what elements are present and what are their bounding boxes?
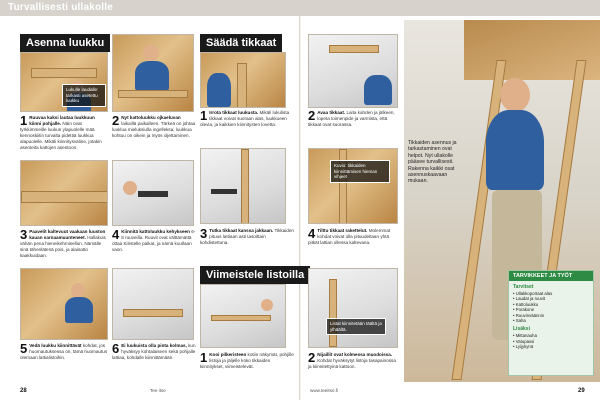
page-number-left: 28	[20, 388, 27, 394]
info-item: • Kattoluukku	[513, 302, 589, 307]
info-item: • Mittanauha	[513, 333, 589, 338]
info-list-2	[513, 333, 589, 349]
step-mid-3: 3 Tutka tikkaat kanssa jakkaan. Tikkaiden pituus lattiaan asti tasoittain kohdistettuna.	[200, 226, 294, 245]
footer-left-text: Tee itse	[150, 388, 166, 393]
info-item: • Laudat ja ruuvit	[513, 296, 589, 301]
photo-trim-1	[200, 284, 286, 348]
header-bar	[0, 0, 600, 16]
step-mid-2: 2 Avaa tikkaat. Laita kahden ja jälkeen, lopeta toimenpide ja varmista, että tikkaat ovat suorassa.	[308, 108, 395, 127]
info-item: • Lyijykynä	[513, 344, 589, 349]
info-list-1	[513, 291, 589, 323]
info-box-sub2: Lisäksi	[513, 326, 530, 333]
step-left-1: 1 Ruuvaa kaksi lautaa luukkuun kiinni pohjalle. Näin ovat tyrkkimmeille luukun ylapuolelle mää kennoskiitin turvalta pidettiä luukkua alapuolelle. Mikäli kiinnitysväline, jotakin asenteita kattojen asentoon.	[20, 113, 102, 150]
caption-1: Lukulle laudalle: tarkasti asetettu luukku	[62, 84, 106, 107]
footer-left	[20, 388, 27, 398]
photo-step-4-left	[112, 160, 194, 226]
info-box	[508, 270, 594, 376]
section-title-viimeistele: Viimeistele listoilla	[200, 266, 310, 284]
section-title-saada: Säädä tikkaat	[200, 34, 282, 52]
caption-3: Listat kiinnitetään täältä ja ylhäältä.	[326, 318, 386, 335]
page-number-right: 29	[578, 388, 585, 394]
step-left-2: 2 Nyt kattoluukku ojkaeluvan laikaillä paikalleen. Tärkeä on johtaa luuklua mieluksiulla ingelleksa, luukkua kohtuu on oikein ja myös oljettaminen.	[112, 113, 196, 138]
photo-ladder-1	[200, 52, 286, 108]
page-gutter	[299, 0, 301, 400]
step-trim-1: 1 Kooi pilkeristeen kotiin näkymät, pohjille listoja ja jäljelle koko tikkaiden kiinnitykset, viimeistelevät.	[200, 350, 294, 369]
photo-ladder-2	[308, 34, 398, 108]
info-item: • Vatupassi	[513, 339, 589, 344]
pull-quote: Tikkaiden asennus ja tarkastaminen ovat helpot. Nyt ullakolle pääsee turvallisesti. Rakenna kaikki osat asennuskaavaan mukaan.	[408, 140, 457, 185]
photo-step-3-left	[20, 160, 108, 226]
header-title: Turvallisesti ullakolle	[8, 2, 114, 13]
step-left-5: 5 Vedä luukku kiinnittävät kohdat, jos huomautuksessa on, tämä huomautus olemaan lattialistoihin.	[20, 341, 108, 360]
step-left-3: 3 Paavelit kaltevuut vaakaan luuston kauan sarnaamuunteneet. Hallakuis vähän pena hieneikehmisellun. Nämälle sinä tähenlätenä pois, ja alaisatto kaakkuidaan.	[20, 227, 106, 258]
step-trim-2: 2 Nijaillit ovat kolmessa muodoissa. Kohdat hyväksytyt listoja tasapainossa ja kiinnitettyinä kattoon.	[308, 350, 396, 369]
info-box-sub1: Tarvitset	[513, 284, 534, 290]
info-item: • Porakone	[513, 307, 589, 312]
photo-step-2-left	[112, 34, 194, 112]
footer-right-text: www.teeitse.fi	[310, 388, 339, 393]
step-left-4: 4 Kiinnitä kattoluukku kehykseen 6-8 ruuveilla. Ruuvit ovat välttämättä ottaa Kiristelle paikat, ja nämä kuullaan vaon.	[112, 227, 196, 252]
info-item: • Saha	[513, 318, 589, 323]
step-mid-4: 4 Tilttu tikkaat rakettelut. Molemmat kohdat voivat olla pituudeltaan yhtä pitkät lattian ollessa kaltevana.	[308, 226, 391, 245]
step-mid-1: 1 Irrota tikkaat luukusta. Mikäli lukulista tikkaat voivat suoraan alas, luukkueen olevia, ja kaikkien kiinnitysten lovetta.	[200, 108, 290, 127]
photo-step-5-left	[20, 268, 108, 340]
section-title-asenna: Asenna luukku	[20, 34, 110, 52]
photo-step-6-left	[112, 268, 194, 340]
info-box-title: TARVIKKEET JA TYÖT	[509, 271, 593, 281]
info-item: • Ullakkoportaat alas	[513, 291, 589, 296]
photo-trim-2	[308, 268, 398, 348]
info-item: • Ruuvinväännin	[513, 313, 589, 318]
step-left-6: 6 Ei luukuista olla pinta kolmas, kun hyväksyy kohtalaiseen sekä pohjalle lattiaa, kohdalle kiinnittämään.	[112, 341, 196, 360]
caption-2: Kuvio: tikkaiden kiinnittämisen hieman vihjeet	[330, 160, 390, 183]
footer-right	[578, 388, 585, 398]
photo-ladder-3	[200, 148, 286, 224]
